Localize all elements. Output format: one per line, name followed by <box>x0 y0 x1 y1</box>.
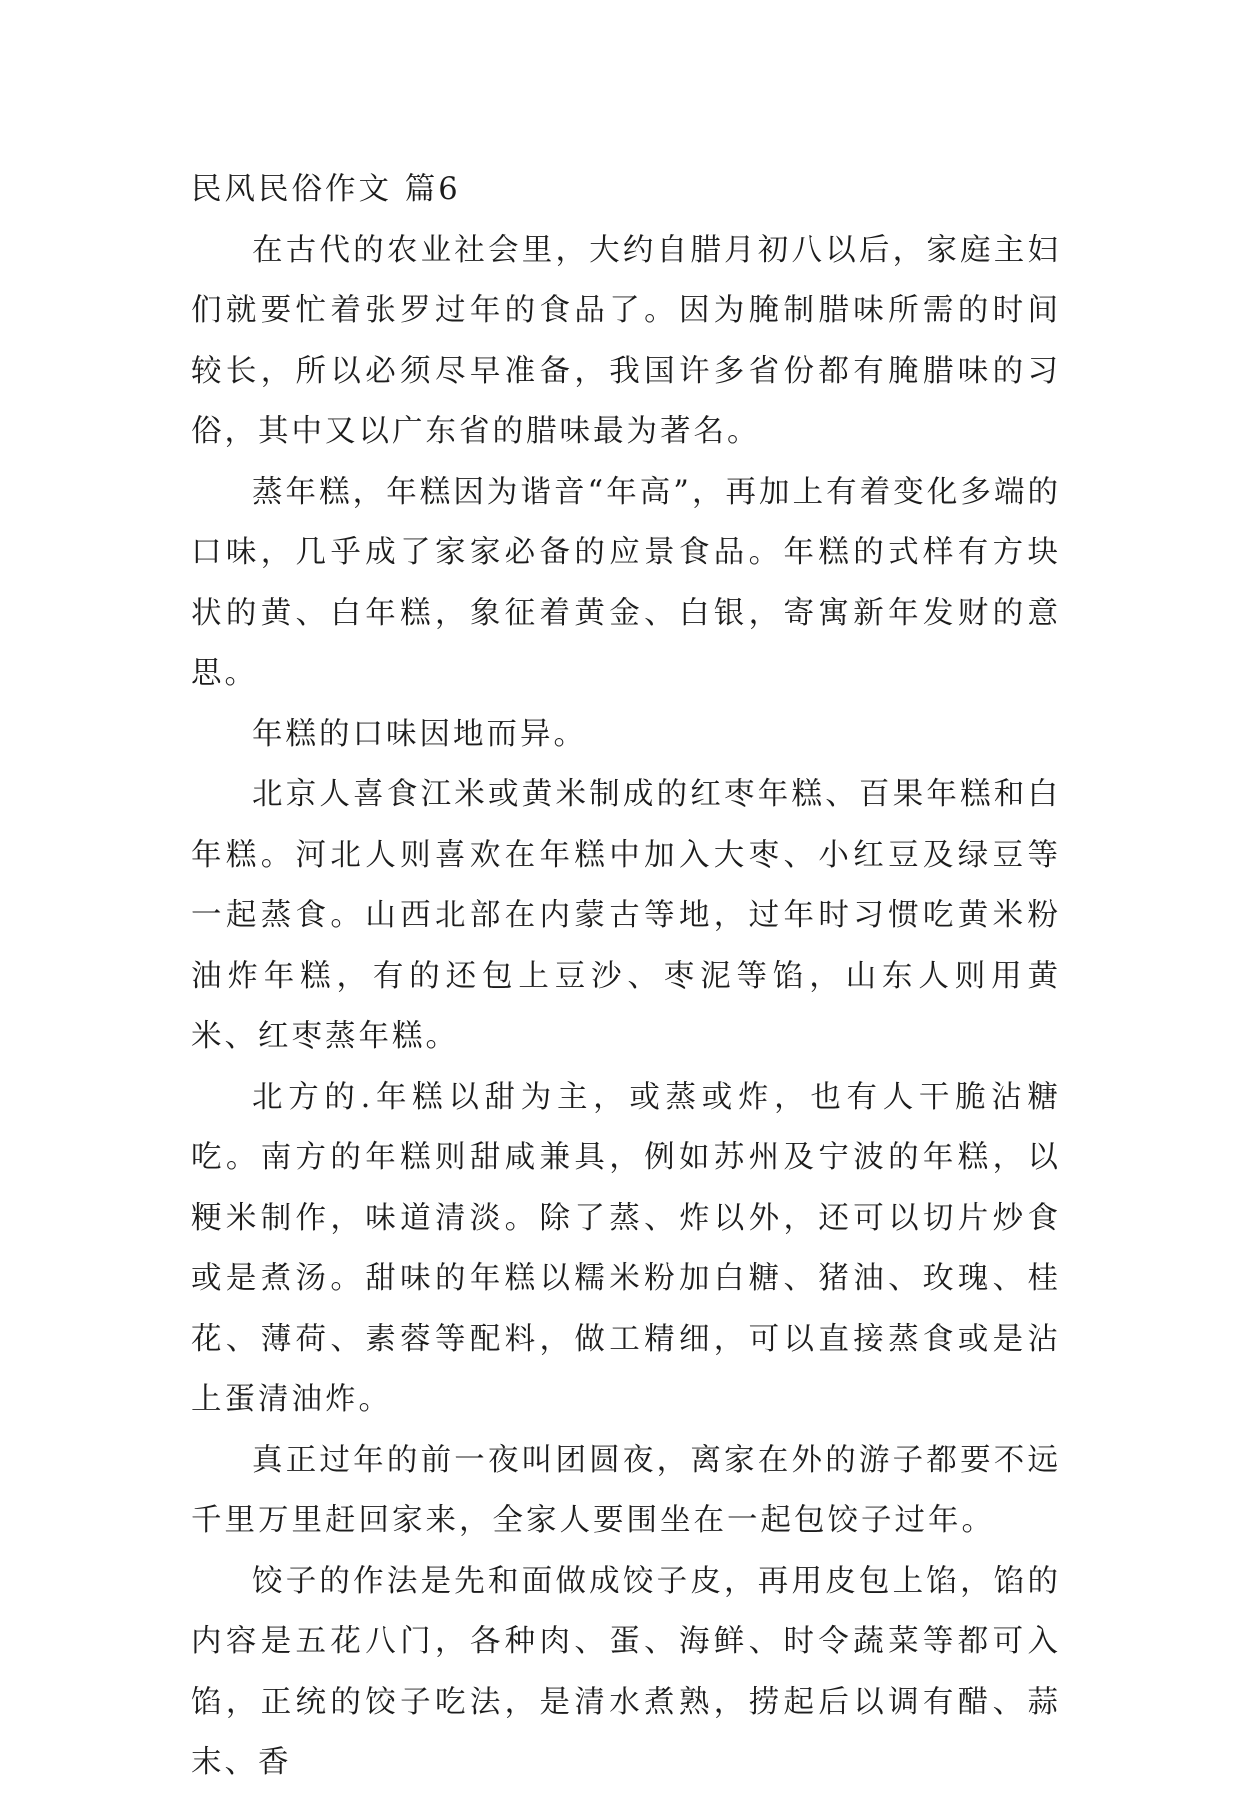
paragraph: 真正过年的前一夜叫团圆夜，离家在外的游子都要不远千里万里赶回家来，全家人要围坐在一起包饺子过年。 <box>191 1442 1061 1538</box>
paragraph: 饺子的作法是先和面做成饺子皮，再用皮包上馅，馅的内容是五花八门，各种肉、蛋、海鲜、时令蔬菜等都可入馅，正统的饺子吃法，是清水煮熟，捞起后以调有醋、蒜末、香 <box>191 1563 1061 1780</box>
paragraph: 北方的.年糕以甜为主，或蒸或炸，也有人干脆沾糖吃。南方的年糕则甜咸兼具，例如苏州及宁波的年糕，以粳米制作，味道清淡。除了蒸、炸以外，还可以切片炒食或是煮汤。甜味的年糕以糯米粉加白糖、猪油、玫瑰、桂花、薄荷、素蓉等配料，做工精细，可以直接蒸食或是沾上蛋清油炸。 <box>191 1079 1061 1417</box>
paragraph: 北京人喜食江米或黄米制成的红枣年糕、百果年糕和白年糕。河北人则喜欢在年糕中加入大枣、小红豆及绿豆等一起蒸食。山西北部在内蒙古等地，过年时习惯吃黄米粉油炸年糕，有的还包上豆沙、枣泥等馅，山东人则用黄米、红枣蒸年糕。 <box>191 777 1061 1054</box>
paragraph: 在古代的农业社会里，大约自腊月初八以后，家庭主妇们就要忙着张罗过年的食品了。因为腌制腊味所需的时间较长，所以必须尽早准备，我国许多省份都有腌腊味的习俗，其中又以广东省的腊味最为著名。 <box>191 232 1061 449</box>
paragraph: 年糕的口味因地而异。 <box>252 716 587 752</box>
document-title: 民风民俗作文 篇6 <box>191 172 461 207</box>
document-body <box>191 160 1061 1794</box>
paragraph: 蒸年糕，年糕因为谐音“年高”，再加上有着变化多端的口味，几乎成了家家必备的应景食品。年糕的式样有方块状的黄、白年糕，象征着黄金、白银，寄寓新年发财的意思。 <box>191 474 1061 691</box>
